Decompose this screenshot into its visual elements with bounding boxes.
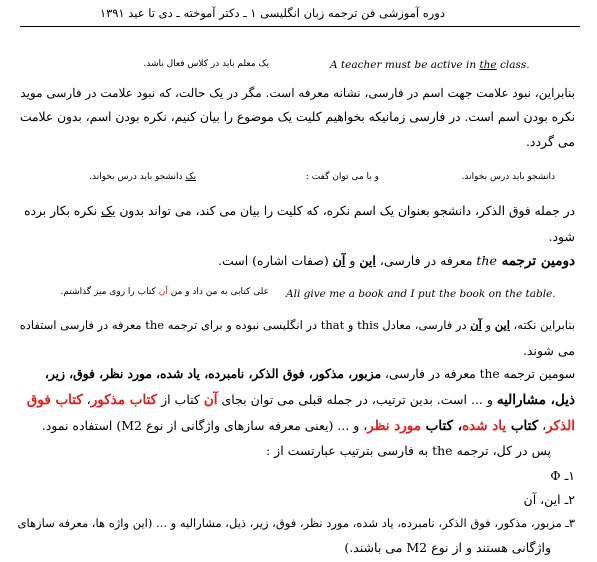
para5-red-ketab-fogh: کتاب فوق — [26, 392, 83, 408]
para5-b: کتاب — [506, 418, 539, 434]
para3-the: the — [476, 253, 497, 268]
para5-sep: ، — [82, 392, 91, 407]
example2-c-rest: دانشجو باید درس بخواند. — [89, 172, 186, 182]
para3-aan: آن — [332, 253, 346, 268]
para4-aan: آن — [470, 318, 482, 332]
para5-red-mored-nazar: مورد نظر — [367, 418, 421, 434]
list-item-3-line2: واژگانی هستند و از نوع M2 می باشند.) — [344, 540, 551, 555]
example3-english: Ali give me a book and I put the book on the table. — [286, 288, 556, 300]
para5-bold-list2: ذیل، مشارالیه — [496, 392, 575, 408]
para2-pre: در جمله فوق الذکر، دانشجو بعنوان یک اسم نکره، که کلیت را بیان می کند، می تواند بدون — [115, 204, 575, 218]
para5-line3 — [42, 418, 575, 434]
para3-and: و — [345, 253, 360, 268]
para5-mid: و ... است. بدین ترتیب، در جمله قبلی می توان بجای — [217, 392, 497, 407]
para3-post: (صفات اشاره) است. — [218, 253, 333, 268]
header-rule — [20, 26, 580, 27]
para4-in: این — [494, 318, 510, 332]
example3-fa-post: کتاب را روی میز گذاشتم. — [60, 287, 159, 297]
example3-fa-red: آن — [158, 287, 168, 297]
example2-c — [89, 172, 196, 182]
example2-a: دانشجو باید درس بخواند. — [461, 172, 555, 182]
list-item-1: ۱ـ Ф — [550, 468, 575, 483]
page-header-title: دوره آموزشی فن ترجمه زبان انگلیسی ۱ ـ دکتر آموخته ـ دی تا عید ۱۳۹۱ — [99, 6, 445, 20]
para3-pre: دومین ترجمه — [496, 253, 575, 269]
list-item-2: ۲ـ این، آن — [523, 492, 575, 507]
example3-persian — [60, 287, 269, 297]
para5-line1 — [45, 366, 575, 381]
para4-post: در فارسی، معادل this و that در انگلیسی نبوده و برای ترجمه the معرفه در فارسی استفاده — [19, 318, 471, 332]
example3-fa-pre: علی کتابی به من داد و من — [167, 287, 269, 297]
para5-red-yad-shode: یاد شده — [462, 418, 507, 434]
para5-red-ketab-mazkur: کتاب مذکور — [90, 392, 158, 408]
para5-pre: سومین ترجمه the معرفه در فارسی، — [381, 367, 575, 381]
para1-line3: می گردد. — [525, 134, 575, 149]
para5-a: ، — [538, 418, 547, 433]
example1-english — [330, 59, 530, 71]
para5-c: ، کتاب — [420, 418, 463, 434]
para3-line — [218, 253, 575, 269]
example2-c-yek: یک — [185, 172, 196, 182]
para5-line2 — [27, 392, 575, 408]
para5-bold-list: مزبور، مذکور، فوق الذکر، نامبرده، یاد شده، مورد نظر، فوق، زیر، — [44, 366, 382, 381]
para2-line2: شود. — [548, 229, 575, 244]
para4-line2: می شوند. — [522, 343, 575, 358]
para5-mid2: کتاب از — [157, 392, 204, 407]
para6-line1: پس در کل، ترجمه the به فارسی بترتیب عبارتست از : — [266, 443, 551, 458]
para1-line1: بنابراین، نبود علامت جهت اسم در فارسی، نشانه معرفه است. مگر در یک حالت، که نبود علامت در فارسی موید — [20, 86, 575, 100]
para2-yek: یک — [101, 204, 116, 218]
para3-in: این — [359, 253, 376, 268]
example1-persian: یک معلم باید در کلاس فعال باشد. — [143, 59, 269, 69]
para5-red-alzekr: الذکر — [546, 418, 575, 434]
para5-red-aan: آن — [203, 392, 218, 408]
para4-and: و — [481, 318, 495, 332]
example1-english-pre: A teacher must be active in — [330, 59, 480, 71]
para5-d: ، و ... (یعنی معرفه سازهای واژگانی از نوع M2) استفاده نمود. — [41, 418, 368, 433]
para4-pre: بنابراین نکته، — [509, 318, 575, 332]
list-item-3-line1: ۳ـ مزبور، مذکور، فوق الذکر، نامبرده، یاد شده، مورد نظر، فوق، زیر، ذیل، مشارالیه و ... (این واژه ها، معرفه سازهای — [17, 516, 575, 530]
example1-english-post: class. — [496, 59, 530, 71]
para4-line1 — [20, 318, 575, 332]
para1-line2: نکره بودن اسم است. در فارسی زمانیکه بخواهیم کلیت یک موضوع را بیان کنیم، نکره بودن اسم، بدون علامت — [19, 110, 575, 124]
para2-post: نکره بکار برده — [24, 204, 102, 218]
para3-mid: معرفه در فارسی، — [375, 253, 477, 268]
example1-english-the: the — [479, 59, 497, 71]
example2-b: و یا می توان گفت : — [305, 172, 379, 182]
para2-line1 — [24, 204, 575, 218]
